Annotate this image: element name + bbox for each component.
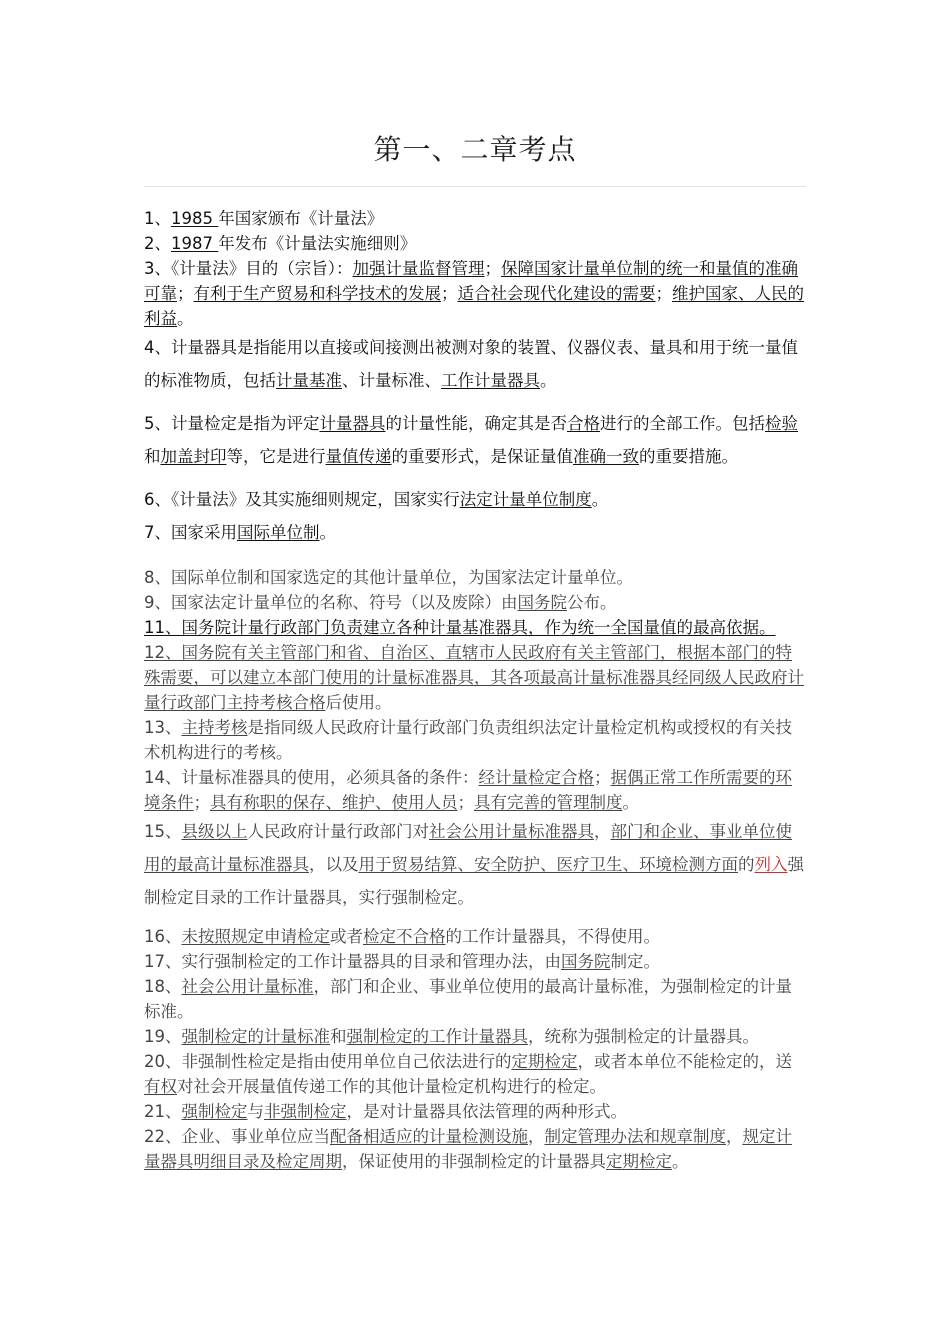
list-item: 18、社会公用计量标准，部门和企业、事业单位使用的最高计量标准，为强制检定的计量标准。 (144, 977, 792, 1021)
title-divider (144, 186, 806, 187)
list-item: 4、计量器具是指能用以直接或间接测出被测对象的装置、仪器仪表、量具和用于统一量值的标准物质，包括计量基准、计量标准、工作计量器具。 (144, 338, 798, 390)
list-item: 22、企业、事业单位应当配备相适应的计量检测设施，制定管理办法和规章制度，规定计量器具明细目录及检定周期，保证使用的非强制检定的计量器具定期检定。 (144, 1127, 792, 1171)
list-item: 8、国际单位制和国家选定的其他计量单位，为国家法定计量单位。 (144, 568, 633, 587)
list-item: 17、实行强制检定的工作计量器具的目录和管理办法，由国务院制定。 (144, 952, 660, 971)
list-item: 7、国家采用国际单位制。 (144, 523, 336, 542)
list-item: 3、《计量法》目的（宗旨）：加强计量监督管理；保障国家计量单位制的统一和量值的准确可靠；有利于生产贸易和科学技术的发展；适合社会现代化建设的需要；维护国家、人民的利益。 (144, 259, 804, 328)
list-item: 20、非强制性检定是指由使用单位自己依法进行的定期检定，或者本单位不能检定的，送有权对社会开展量值传递工作的其他计量检定机构进行的检定。 (144, 1052, 792, 1096)
list-item: 13、主持考核是指同级人民政府计量行政部门负责组织法定计量检定机构或授权的有关技术机构进行的考核。 (144, 718, 792, 762)
list-item: 21、强制检定与非强制检定，是对计量器具依法管理的两种形式。 (144, 1102, 627, 1121)
list-item: 11、国务院计量行政部门负责建立各种计量基准器具，作为统一全国量值的最高依据。 (144, 618, 776, 637)
list-item: 19、强制检定的计量标准和强制检定的工作计量器具，统称为强制检定的计量器具。 (144, 1027, 759, 1046)
list-item: 9、国家法定计量单位的名称、符号（以及废除）由国务院公布。 (144, 593, 617, 612)
list-item: 12、国务院有关主管部门和省、自治区、直辖市人民政府有关主管部门，根据本部门的特殊需要，可以建立本部门使用的计量标准器具，其各项最高计量标准器具经同级人民政府计量行政部门主持考核合格后使用。 (144, 643, 804, 712)
highlighted-keyword: 列入 (754, 855, 788, 874)
list-item: 15、县级以上人民政府计量行政部门对社会公用计量标准器具，部门和企业、事业单位使用的最高计量标准器具，以及用于贸易结算、安全防护、医疗卫生、环境检测方面的列入强制检定目录的工作计量器具，实行强制检定。 (144, 822, 804, 907)
list-item: 5、计量检定是指为评定计量器具的计量性能，确定其是否合格进行的全部工作。包括检验和加盖封印等，它是进行量值传递的重要形式，是保证量值准确一致的重要措施。 (144, 414, 798, 466)
document-body (144, 206, 808, 1174)
page-title: 第一、二章考点 (373, 133, 577, 166)
list-item: 16、未按照规定申请检定或者检定不合格的工作计量器具，不得使用。 (144, 927, 660, 946)
list-item: 2、1987 年发布《计量法实施细则》 (144, 234, 417, 253)
list-item: 1、1985 年国家颁布《计量法》 (144, 209, 384, 228)
list-item: 14、计量标准器具的使用，必须具备的条件：经计量检定合格；据偶正常工作所需要的环境条件；具有称职的保存、维护、使用人员；具有完善的管理制度。 (144, 768, 792, 812)
list-item: 6、《计量法》及其实施细则规定，国家实行法定计量单位制度。 (144, 490, 609, 509)
